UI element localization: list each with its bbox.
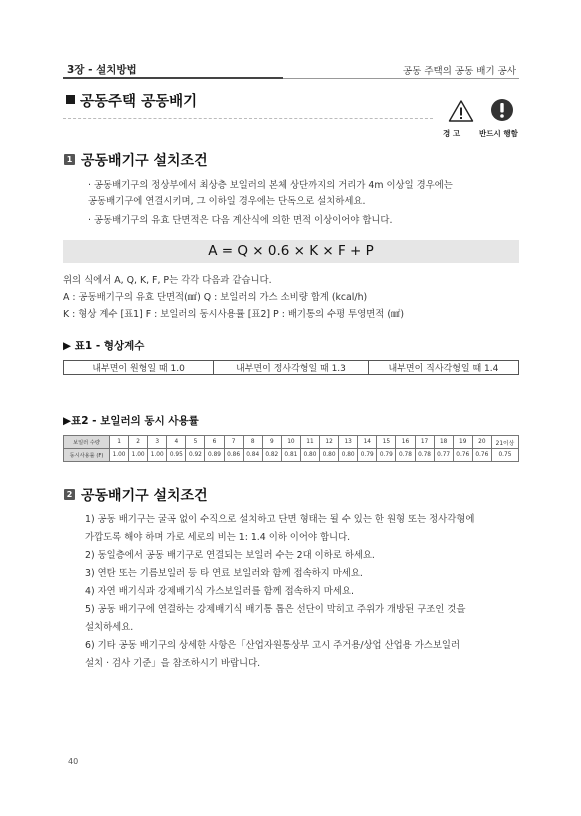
formula-description: 위의 식에서 A, Q, K, F, P는 각각 다음과 같습니다. (63, 275, 272, 286)
section1-line: 공동배기구에 연결시키며, 그 이하일 경우에는 단독으로 설치하세요. (88, 196, 366, 207)
count-cell: 17 (415, 436, 434, 449)
rate-cell: 1.00 (148, 449, 167, 462)
section-label: 공동 주택의 공동 배기 공사 (402, 66, 516, 77)
rate-cell: 0.81 (281, 449, 300, 462)
section2-line: 5) 공동 배기구에 연결하는 강제배기식 배기통 톱은 선단이 막히고 주위가 개방된 구조인 것을 (85, 604, 466, 615)
section1-line: · 공동배기구의 유효 단면적은 다음 계산식에 의한 면적 이상이어야 합니다. (88, 215, 393, 226)
table-header-cell: 동시사용률 (F) (64, 449, 110, 462)
count-cell: 16 (396, 436, 415, 449)
rate-cell: 1.00 (110, 449, 129, 462)
section2-line: 설치하세요. (85, 622, 134, 633)
shape-coefficient-table (63, 360, 519, 375)
header-rule-dark (63, 77, 283, 79)
count-cell: 4 (167, 436, 186, 449)
chapter-label: 3장 - 설치방법 (67, 64, 137, 76)
count-cell: 15 (377, 436, 396, 449)
count-cell: 13 (339, 436, 358, 449)
section1-line: · 공동배기구의 정상부에서 최상층 보일러의 본체 상단까지의 거리가 4m 이상일 경우에는 (88, 180, 453, 191)
count-cell: 5 (186, 436, 205, 449)
count-cell: 12 (320, 436, 339, 449)
rate-cell: 0.78 (396, 449, 415, 462)
count-cell: 2 (129, 436, 148, 449)
rate-cell: 0.80 (320, 449, 339, 462)
rate-cell: 0.79 (377, 449, 396, 462)
table-row (64, 449, 519, 462)
header-rule-light (283, 78, 519, 79)
rate-cell: 0.78 (415, 449, 434, 462)
count-cell: 1 (110, 436, 129, 449)
title-bullet (66, 95, 75, 104)
table-row (64, 361, 519, 375)
count-cell: 11 (300, 436, 319, 449)
rate-cell: 0.89 (205, 449, 224, 462)
rate-cell: 0.80 (300, 449, 319, 462)
warning-label: 경 고 (443, 129, 461, 138)
count-cell: 6 (205, 436, 224, 449)
mandatory-label: 반드시 행함 (479, 129, 518, 138)
section2-line: 1) 공동 배기구는 굴곡 없이 수직으로 설치하고 단면 형태는 될 수 있는 한 원형 또는 정사각형에 (85, 514, 475, 525)
rate-cell: 0.76 (453, 449, 472, 462)
table-cell: 내부면이 원형일 때 1.0 (64, 361, 214, 375)
count-cell: 14 (358, 436, 377, 449)
section1-title: 공동배기구 설치조건 (81, 153, 208, 169)
count-cell: 3 (148, 436, 167, 449)
page-number: 40 (68, 757, 79, 766)
count-cell: 21이상 (491, 436, 518, 449)
rate-cell: 0.79 (358, 449, 377, 462)
section2-title: 공동배기구 설치조건 (81, 488, 208, 504)
formula-description: K : 형상 계수 [표1] F : 보일러의 동시사용률 [표2] P : 배기통의 수평 투영면적 (㎟) (63, 309, 405, 320)
section2-line: 가깝도록 해야 하며 가로 세로의 비는 1: 1.4 이하 이어야 합니다. (85, 532, 351, 543)
count-cell: 20 (472, 436, 491, 449)
warning-icon (448, 99, 474, 123)
rate-cell: 0.82 (262, 449, 281, 462)
section2-line: 3) 연탄 또는 기름보일러 등 타 연료 보일러와 함께 접속하지 마세요. (85, 568, 363, 579)
rate-cell: 0.84 (243, 449, 262, 462)
rate-cell: 0.95 (167, 449, 186, 462)
count-cell: 18 (434, 436, 453, 449)
section2-line: 설치 · 검사 기준」을 참조하시기 바랍니다. (85, 658, 261, 669)
section2-number: 2 (64, 489, 75, 500)
rate-cell: 0.86 (224, 449, 243, 462)
section2-line: 6) 기타 공동 배기구의 상세한 사항은「산업자원통상부 고시 주거용/상업 산업용 가스보일러 (85, 640, 461, 651)
simultaneous-use-table (63, 435, 519, 462)
rate-cell: 0.92 (186, 449, 205, 462)
formula: A = Q × 0.6 × K × F + P (208, 243, 374, 259)
section2-line: 4) 자연 배기식과 강제배기식 가스보일러를 함께 접속하지 마세요. (85, 586, 354, 597)
table2-title: ▶표2 - 보일러의 동시 사용률 (63, 415, 199, 427)
rate-cell: 0.77 (434, 449, 453, 462)
table-header-cell: 보일러 수량 (64, 436, 110, 449)
count-cell: 8 (243, 436, 262, 449)
rate-cell: 0.76 (472, 449, 491, 462)
count-cell: 9 (262, 436, 281, 449)
count-cell: 10 (281, 436, 300, 449)
rate-cell: 0.80 (339, 449, 358, 462)
mandatory-icon (490, 98, 514, 122)
section1-number: 1 (64, 154, 75, 165)
table-cell: 내부면이 정사각형일 때 1.3 (214, 361, 369, 375)
section2-line: 2) 동일층에서 공동 배기구로 연결되는 보일러 수는 2대 이하로 하세요. (85, 550, 375, 561)
table-cell: 내부면이 직사각형일 때 1.4 (368, 361, 518, 375)
rate-cell: 0.75 (491, 449, 518, 462)
table1-title: ▶ 표1 - 형상계수 (63, 340, 145, 352)
count-cell: 19 (453, 436, 472, 449)
formula-description: A : 공동배기구의 유효 단면적(㎟) Q : 보일러의 가스 소비량 합계 (kcal/h) (63, 292, 368, 303)
rate-cell: 1.00 (129, 449, 148, 462)
count-cell: 7 (224, 436, 243, 449)
page-title: 공동주택 공동배기 (80, 94, 198, 110)
title-dashed-divider (63, 118, 433, 119)
table-row (64, 436, 519, 449)
